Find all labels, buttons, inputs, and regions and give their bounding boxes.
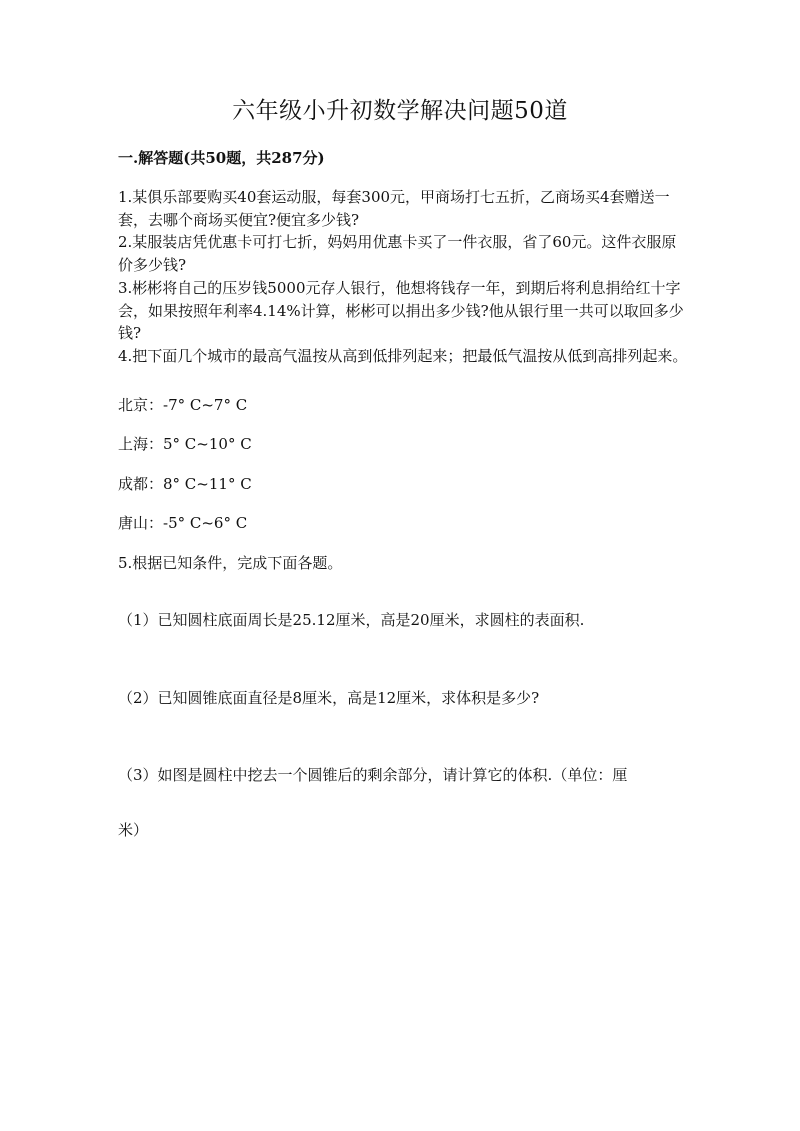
sub-question-2: （2）已知圆锥底面直径是8厘米，高是12厘米，求体积是多少?	[118, 689, 540, 707]
city-temp-tangshan: 唐山：-5° C~6° C	[118, 514, 248, 532]
sub-question-3-tail: 米）	[118, 821, 149, 839]
section-heading: 一.解答题(共50题，共287分)	[118, 149, 325, 167]
sub-question-1: （1）已知圆柱底面周长是25.12厘米，高是20厘米，求圆柱的表面积.	[118, 611, 585, 629]
question-list	[118, 186, 688, 368]
question-1: 1.某俱乐部要购买40套运动服，每套300元，甲商场打七五折，乙商场买4套赠送一套，去哪个商场买便宜?便宜多少钱?	[118, 188, 670, 229]
city-temp-chengdu: 成都：8° C~11° C	[118, 475, 252, 493]
question-5-intro: 5.根据已知条件，完成下面各题。	[118, 554, 343, 572]
question-3: 3.彬彬将自己的压岁钱5000元存人银行，他想将钱存一年，到期后将利息捐给红十字会，如果按照年利率4.14%计算，彬彬可以捐出多少钱?他从银行里一共可以取回多少钱?	[118, 278, 684, 343]
question-4: 4.把下面几个城市的最高气温按从高到低排列起来；把最低气温按从低到高排列起来。	[118, 346, 688, 365]
sub-question-3: （3）如图是圆柱中挖去一个圆锥后的剩余部分，请计算它的体积.（单位：厘	[118, 766, 628, 784]
city-temp-beijing: 北京：-7° C~7° C	[118, 396, 248, 414]
page-title: 六年级小升初数学解决问题50道	[232, 98, 568, 124]
city-temp-shanghai: 上海：5° C~10° C	[118, 435, 252, 453]
question-2: 2.某服装店凭优惠卡可打七折，妈妈用优惠卡买了一件衣服，省了60元。这件衣服原价多少钱?	[118, 233, 677, 275]
